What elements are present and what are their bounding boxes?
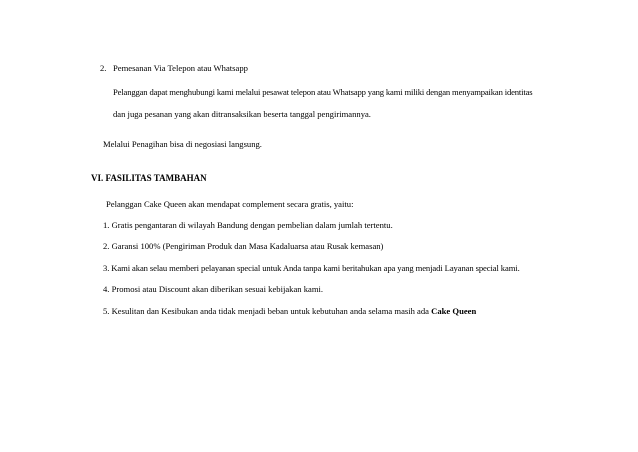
list-item-number: 2. — [100, 63, 107, 73]
list-item: 2. Garansi 100% (Pengiriman Produk dan Masa Kadaluarsa atau Rusak kemasan) — [103, 241, 384, 251]
brand-name: Cake Queen — [431, 306, 477, 316]
paragraph-line: dan juga pesanan yang akan ditransaksikan beserta tanggal pengirimannya. — [113, 109, 371, 119]
list-item — [103, 306, 476, 317]
list-item-text: 5. Kesulitan dan Kesibukan anda tidak menjadi beban untuk kebutuhan anda selama masih ada — [103, 306, 432, 316]
paragraph-line: Pelanggan dapat menghubungi kami melalui pesawat telepon atau Whatsapp yang kami miliki dengan menyampaikan identitas — [113, 87, 533, 97]
list-item: 1. Gratis pengantaran di wilayah Bandung dengan pembelian dalam jumlah tertentu. — [103, 220, 393, 230]
section-intro: Pelanggan Cake Queen akan mendapat complement secara gratis, yaitu: — [106, 199, 354, 209]
list-item-title: Pemesanan Via Telepon atau Whatsapp — [113, 63, 248, 73]
section-heading: VI. FASILITAS TAMBAHAN — [91, 173, 207, 183]
list-item: 3. Kami akan selau memberi pelayanan special untuk Anda tanpa kami beritahukan apa yang menjadi Layanan special kami. — [103, 263, 520, 273]
payment-note: Melalui Penagihan bisa di negosiasi langsung. — [103, 139, 262, 149]
list-item: 4. Promosi atau Discount akan diberikan sesuai kebijakan kami. — [103, 284, 324, 294]
